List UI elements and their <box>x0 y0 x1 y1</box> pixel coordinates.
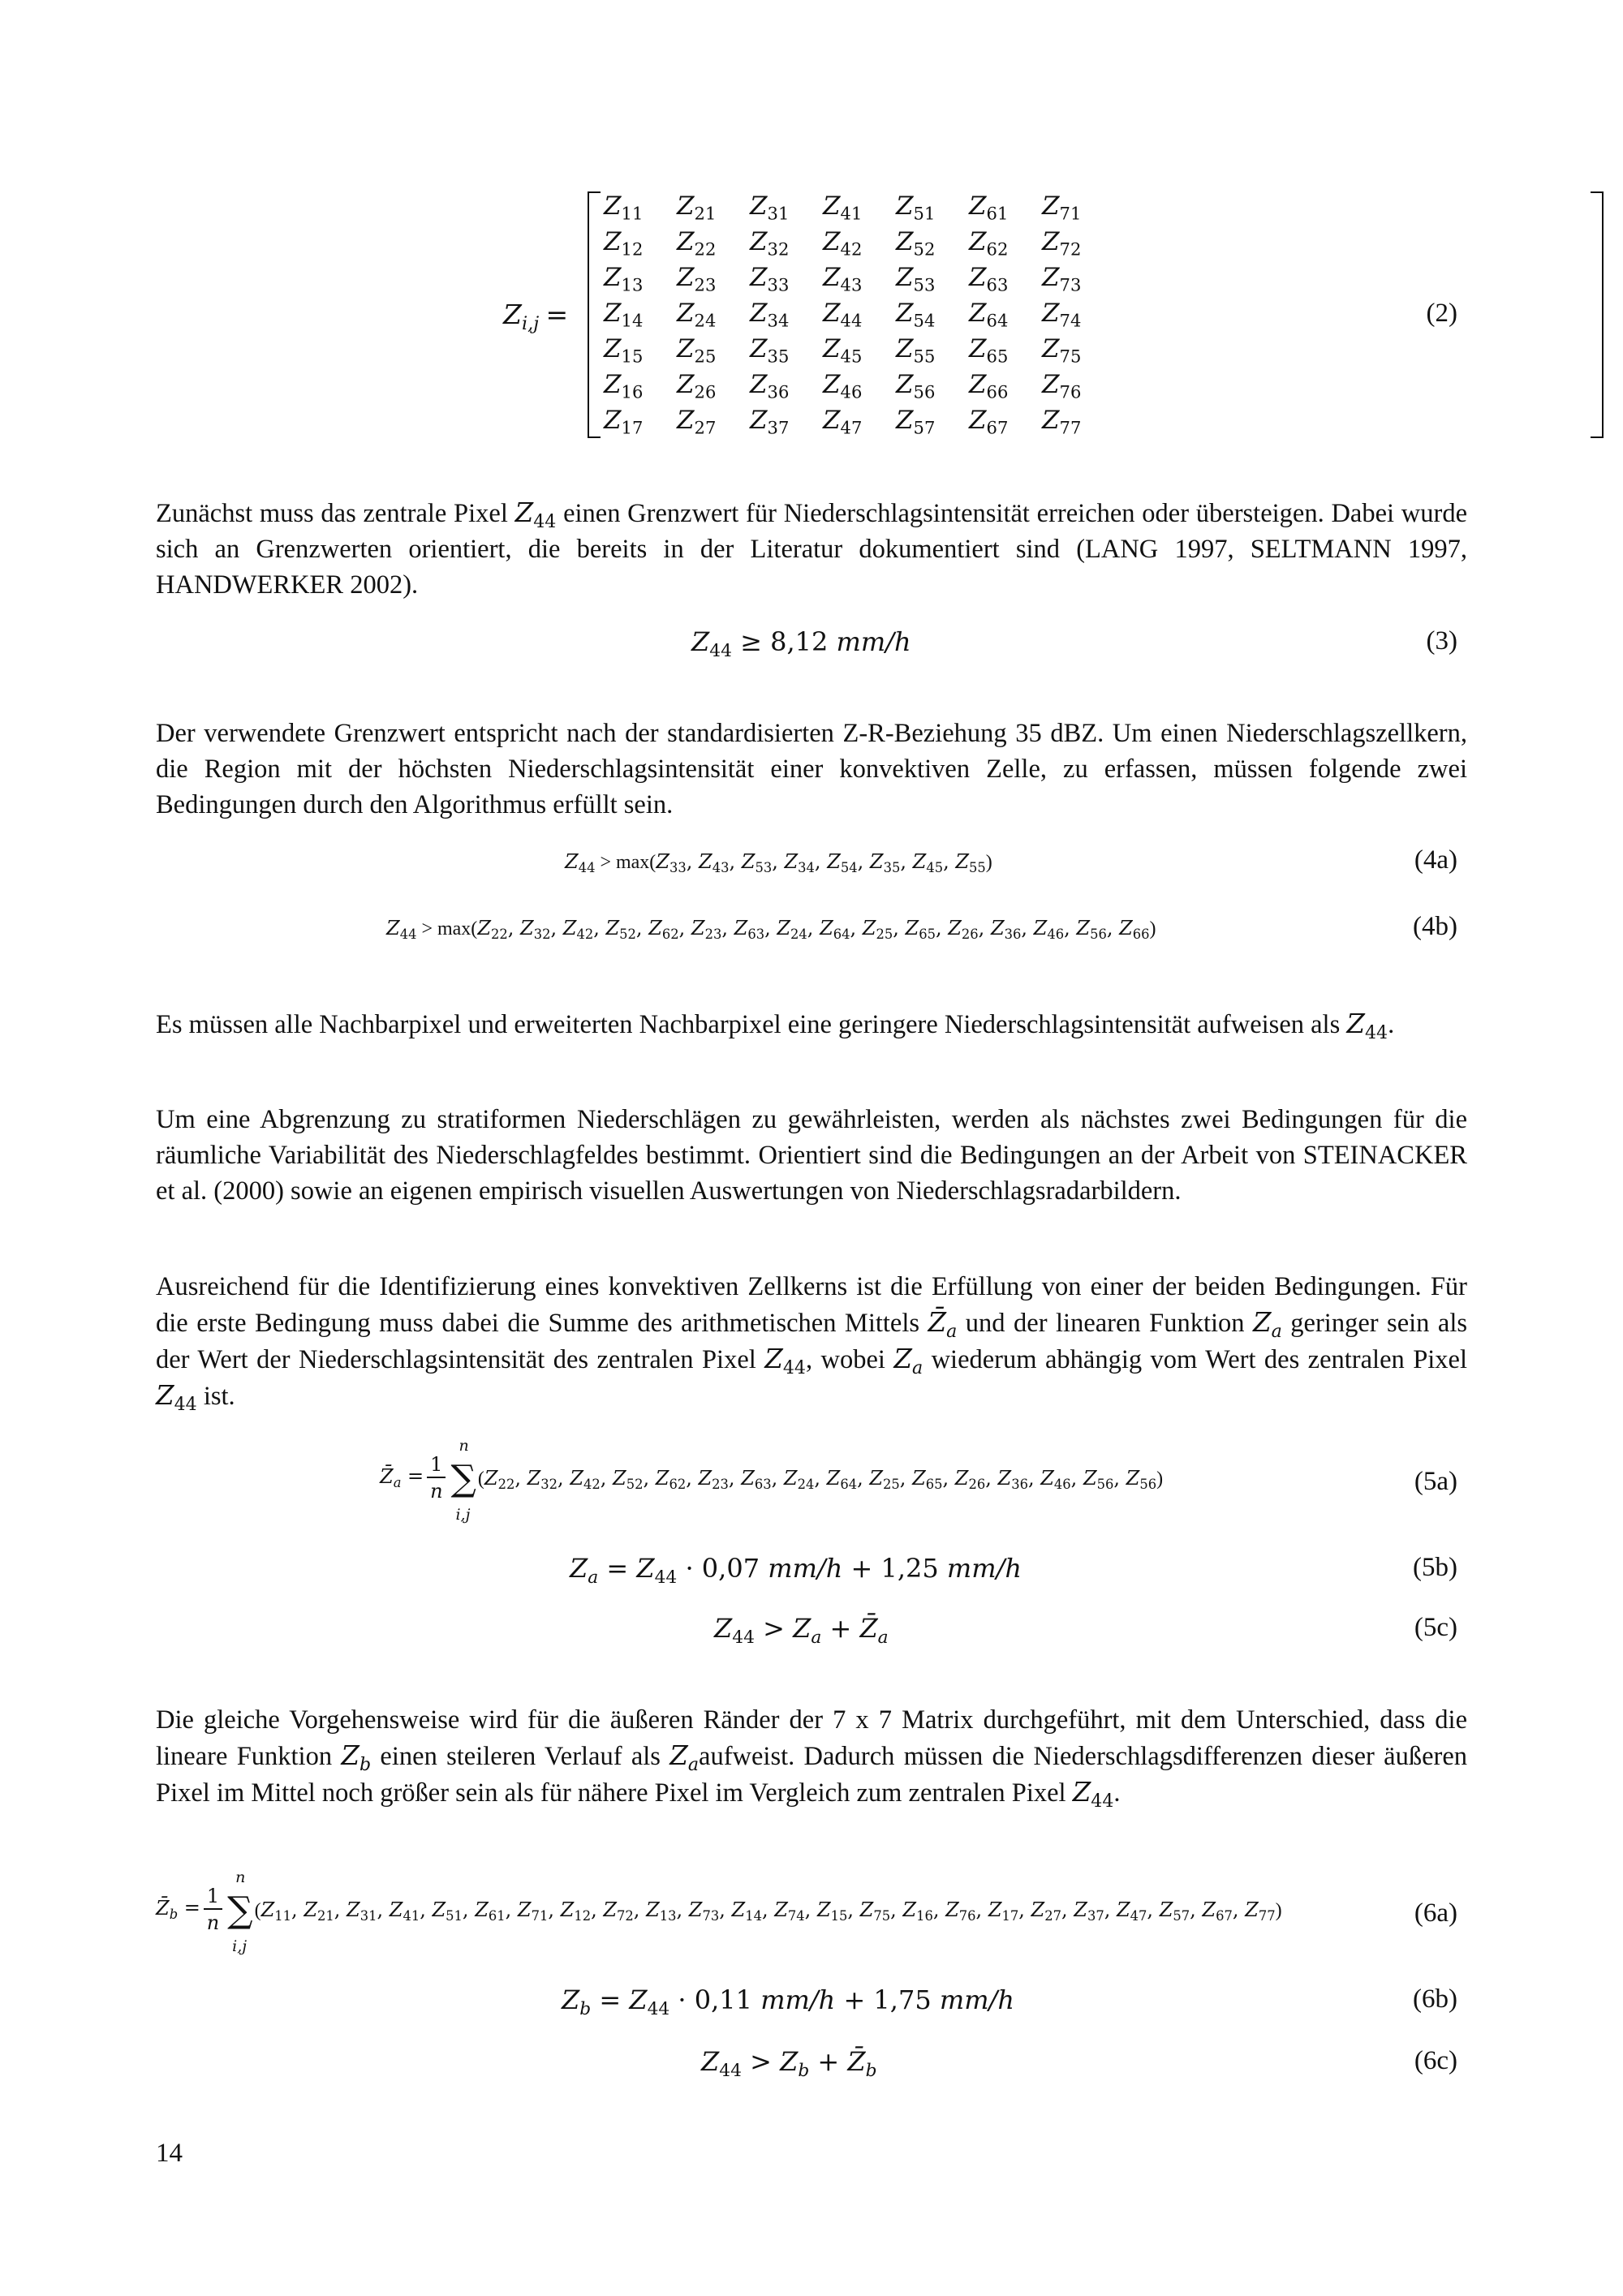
matrix-cell: $Z_{23}$ <box>677 263 717 295</box>
equation-3: $Z_{44} \ge 8,12$ mm/h (3) <box>691 626 1457 661</box>
z-term: $Z_{31}$ <box>347 1898 377 1924</box>
matrix-cell: $Z_{12}$ <box>604 227 644 260</box>
z-term: $Z_{37}$ <box>1074 1898 1104 1924</box>
z-term: $Z_{23}$ <box>691 917 722 943</box>
comma: , <box>686 850 700 873</box>
matrix-cell: $Z_{25}$ <box>677 334 717 367</box>
comma: , <box>764 917 777 939</box>
z-term: $Z_{64}$ <box>820 917 850 943</box>
z-term: $Z_{67}$ <box>1202 1898 1233 1924</box>
z-term: $Z_{53}$ <box>741 850 773 876</box>
matrix-cell: $Z_{64}$ <box>969 299 1009 331</box>
matrix-cell: $Z_{62}$ <box>969 227 1009 260</box>
operator: > max( <box>595 852 657 873</box>
z-term: $Z_{33}$ <box>656 850 687 876</box>
comma: , <box>635 917 649 939</box>
z-term: $Z_{34}$ <box>784 850 815 876</box>
matrix-cell: $Z_{56}$ <box>896 370 936 402</box>
z-term: $Z_{35}$ <box>869 850 901 876</box>
sum-sign: ∑ n i,j <box>450 1436 476 1524</box>
mean-lhs: $Z̄_b$ <box>156 1896 179 1922</box>
matrix-right-bracket <box>1591 191 1604 438</box>
z-term: $Z_{45}$ <box>912 850 944 876</box>
z-term: $Z_{44}$ <box>386 917 417 943</box>
comma: , <box>850 917 863 939</box>
comma: , <box>1106 917 1120 939</box>
z-term: $Z_{15}$ <box>816 1898 848 1924</box>
z-term: $Z_{47}$ <box>1116 1898 1147 1924</box>
matrix-cell: $Z_{22}$ <box>677 227 717 260</box>
comma: , <box>772 850 785 873</box>
matrix-cell: $Z_{55}$ <box>896 334 936 367</box>
z-term: $Z_{21}$ <box>304 1898 334 1924</box>
z-term: $Z_{42}$ <box>562 917 594 943</box>
paragraph-5: Ausreichend für die Identifizierung eines konvektiven Zellkerns ist die Erfüllung von einer der beiden Bedingungen. Für die erste Bedingung muss dabei die Summe des arithmetischen Mittels $Z̄_a$ und der linearen Funktion $Z_a$ geringer sein als der Wert der Niederschlagsintensität des zentralen Pixel $Z_{44}$, wobei $Z_a$ wiederum abhängig vom Wert des zentralen Pixel $Z_{44}$ ist. <box>156 1272 1468 1416</box>
page-number: 14 <box>156 2139 183 2168</box>
z-term: $Z_{43}$ <box>699 850 730 876</box>
z-term: $Z_{51}$ <box>432 1898 463 1924</box>
comma: , <box>1021 917 1034 939</box>
paren: ) <box>1149 918 1156 939</box>
matrix-cell: $Z_{26}$ <box>677 370 717 402</box>
matrix-cell: $Z_{15}$ <box>604 334 644 367</box>
matrix-cell: $Z_{14}$ <box>604 299 644 331</box>
z-term: $Z_{17}$ <box>988 1898 1019 1924</box>
z-term: $Z_{23}$ <box>698 1466 729 1492</box>
z-term: $Z_{66}$ <box>1119 917 1150 943</box>
equals: = <box>401 1464 424 1488</box>
equation-5c: $Z_{44} > Z_a$ + $Z̄_a$ (5c) <box>714 1613 1457 1648</box>
z-term: $Z_{74}$ <box>774 1898 805 1924</box>
z-term: $Z_{46}$ <box>1033 917 1065 943</box>
z-term: $Z_{52}$ <box>613 1466 644 1492</box>
matrix-cell: $Z_{74}$ <box>1042 299 1082 331</box>
matrix-cell: $Z_{77}$ <box>1042 406 1082 438</box>
comma: , <box>900 850 913 873</box>
z-term: $Z_{24}$ <box>783 1466 815 1492</box>
z-term: $Z_{62}$ <box>648 917 679 943</box>
matrix-cell: $Z_{44}$ <box>823 299 863 331</box>
equation-5b: $Z_a = Z_{44} \cdot 0,07$ mm/h + 1,25 mm/h (5b) <box>570 1553 1457 1588</box>
equation-6b: $Z_b = Z_{44} \cdot 0,11$ mm/h + 1,75 mm/h (6b) <box>562 1984 1457 2019</box>
z-term: $Z_{14}$ <box>731 1898 762 1924</box>
z-term: $Z_{54}$ <box>827 850 858 876</box>
matrix-cell: $Z_{46}$ <box>823 370 863 402</box>
matrix-cell: $Z_{27}$ <box>677 406 717 438</box>
matrix-cell: $Z_{36}$ <box>750 370 790 402</box>
z-term: $Z_{65}$ <box>912 1466 943 1492</box>
equation-number: (6b) <box>1413 1984 1457 2014</box>
matrix-cell: $Z_{24}$ <box>677 299 717 331</box>
comma: , <box>857 850 870 873</box>
matrix-cell: $Z_{67}$ <box>969 406 1009 438</box>
z-term: $Z_{61}$ <box>475 1898 506 1924</box>
z-term: $Z_{56}$ <box>1083 1466 1114 1492</box>
equation-4a <box>156 845 1467 894</box>
equation-number: (2) <box>1426 299 1457 328</box>
comma: , <box>1064 917 1077 939</box>
z-term: $Z_{25}$ <box>869 1466 900 1492</box>
z-term: $Z_{32}$ <box>527 1466 558 1492</box>
equation-6c: $Z_{44} > Z_b$ + $Z̄_b$ (6c) <box>701 2046 1457 2081</box>
z-term: $Z_{22}$ <box>477 917 508 943</box>
z-term: $Z_{56}$ <box>1076 917 1107 943</box>
equation-4b <box>156 912 1467 961</box>
equation-number: (4b) <box>1413 912 1457 941</box>
z-term: $Z_{24}$ <box>777 917 807 943</box>
z-term: $Z_{57}$ <box>1159 1898 1190 1924</box>
paragraph-4: Um eine Abgrenzung zu stratiformen Niederschlägen zu gewährleisten, werden als nächstes zwei Bedingungen für die räumliche Variabilität des Niederschlagfeldes bestimmt. Orientiert sind die Bedingungen an der Arbeit von STEINACKER et al. (2000) sowie an eigenen empirisch visuellen Auswertungen von Niederschlagsradarbildern. <box>156 1105 1467 1206</box>
z-term: $Z_{11}$ <box>260 1898 292 1924</box>
equation-number: (3) <box>1426 626 1457 656</box>
sum-args: ($Z_{11}$, $Z_{21}$, $Z_{31}$, $Z_{41}$, $Z_{51}$, $Z_{61}$, $Z_{71}$, $Z_{12}$, $Z_{72}$, $Z_{13}$, $Z_{73}$, $Z_{14}$, $Z_{74}$, $Z_{15}$, $Z_{75}$, $Z_{16}$, $Z_{76}$, $Z_{17}$, $Z_{27}$, $Z_{37}$, $Z_{47}$, $Z_{57}$, $Z_{67}$, $Z_{77}$) <box>254 1898 1282 1924</box>
z-term: $Z_{13}$ <box>646 1898 677 1924</box>
comma: , <box>935 917 949 939</box>
sum-sign: ∑ n i,j <box>227 1868 253 1955</box>
comma: , <box>550 917 563 939</box>
matrix-cell: $Z_{35}$ <box>750 334 790 367</box>
comma: , <box>807 917 820 939</box>
z-term: $Z_{32}$ <box>520 917 551 943</box>
comma: , <box>721 917 734 939</box>
fraction: $\frac{1}{n}$ <box>204 1884 222 1936</box>
matrix-cell: $Z_{52}$ <box>896 227 936 260</box>
z-term: $Z_{63}$ <box>734 917 765 943</box>
z-term: $Z_{12}$ <box>560 1898 592 1924</box>
matrix-cell: $Z_{42}$ <box>823 227 863 260</box>
matrix-lhs: $Z_{i,j}$ = <box>503 299 569 335</box>
z-term: $Z_{62}$ <box>655 1466 687 1492</box>
paragraph-6: Die gleiche Vorgehensweise wird für die äußeren Ränder der 7 x 7 Matrix durchgeführt, mit dem Unterschied, dass die lineare Funktion $Z_b$ einen steileren Verlauf als $Z_aaufweist$. Dadurch müssen die Niederschlagsdifferenzen dieser äußeren Pixel im Mittel noch größer sein als für nähere Pixel im Vergleich zum zentralen Pixel $Z_{44}$. <box>156 1705 1468 1812</box>
matrix-cell: $Z_{41}$ <box>823 191 863 224</box>
z-term: $Z_{72}$ <box>603 1898 634 1924</box>
z-term: $Z_{75}$ <box>859 1898 891 1924</box>
z-term: $Z_{65}$ <box>905 917 936 943</box>
comma: , <box>943 850 956 873</box>
matrix-cell: $Z_{45}$ <box>823 334 863 367</box>
z-term: $Z_{52}$ <box>605 917 636 943</box>
z-term: $Z_{42}$ <box>570 1466 601 1492</box>
equation-number: (6a) <box>1414 1898 1457 1928</box>
z-term: $Z_{73}$ <box>688 1898 720 1924</box>
z-term: $Z_{16}$ <box>902 1898 933 1924</box>
mean-lhs: $Z̄_a$ <box>380 1464 402 1490</box>
equation-2-label-row <box>156 299 1467 347</box>
z-term: $Z_{41}$ <box>389 1898 420 1924</box>
z-term: $Z_{25}$ <box>862 917 893 943</box>
comma: , <box>729 850 742 873</box>
equation-number: (6c) <box>1414 2046 1457 2075</box>
equation-number: (5c) <box>1414 1613 1457 1642</box>
matrix-cell: $Z_{16}$ <box>604 370 644 402</box>
comma: , <box>593 917 606 939</box>
z-term: $Z_{63}$ <box>741 1466 772 1492</box>
comma: , <box>893 917 906 939</box>
matrix-cell: $Z_{13}$ <box>604 263 644 295</box>
equation-number: (5b) <box>1413 1553 1457 1582</box>
matrix-cell: $Z_{63}$ <box>969 263 1009 295</box>
matrix-cell: $Z_{33}$ <box>750 263 790 295</box>
matrix-cell: $Z_{72}$ <box>1042 227 1082 260</box>
z-term: $Z_{26}$ <box>954 1466 986 1492</box>
equation-number: (4a) <box>1414 845 1457 875</box>
z-term: $Z_{22}$ <box>484 1466 515 1492</box>
comma: , <box>978 917 991 939</box>
paragraph-1: Zunächst muss das zentrale Pixel $Z_{44}$ einen Grenzwert für Niederschlagsintensität erreichen oder übersteigen. Dabei wurde sich an Grenzwerten orientiert, die bereits in der Literatur dokumentiert sind (LANG 1997, SELTMANN 1997, HANDWERKER 2002). <box>156 497 1467 600</box>
matrix-cell: $Z_{47}$ <box>823 406 863 438</box>
matrix-cell: $Z_{61}$ <box>969 191 1009 224</box>
matrix-cell: $Z_{66}$ <box>969 370 1009 402</box>
matrix-cell: $Z_{76}$ <box>1042 370 1082 402</box>
z-term: $Z_{27}$ <box>1031 1898 1061 1924</box>
comma: , <box>678 917 691 939</box>
matrix-cell: $Z_{51}$ <box>896 191 936 224</box>
matrix-cell: $Z_{37}$ <box>750 406 790 438</box>
matrix-cell: $Z_{75}$ <box>1042 334 1082 367</box>
z-term: $Z_{76}$ <box>945 1898 976 1924</box>
matrix-cell: $Z_{32}$ <box>750 227 790 260</box>
operator: > max( <box>416 918 478 939</box>
comma: , <box>814 850 828 873</box>
equation-6a <box>156 1868 1467 1957</box>
z-term: $Z_{64}$ <box>826 1466 858 1492</box>
z-term: $Z_{44}$ <box>565 850 596 876</box>
z-term: $Z_{36}$ <box>990 917 1022 943</box>
z-term: $Z_{26}$ <box>948 917 979 943</box>
matrix-cell: $Z_{71}$ <box>1042 191 1082 224</box>
matrix-cell: $Z_{53}$ <box>896 263 936 295</box>
matrix-cell: $Z_{17}$ <box>604 406 644 438</box>
z-term: $Z_{55}$ <box>955 850 986 876</box>
z-term: $Z_{71}$ <box>517 1898 549 1924</box>
matrix-cell: $Z_{65}$ <box>969 334 1009 367</box>
matrix-cell: $Z_{54}$ <box>896 299 936 331</box>
equation-5a <box>156 1436 1467 1525</box>
matrix-cell: $Z_{73}$ <box>1042 263 1082 295</box>
comma: , <box>507 917 521 939</box>
matrix-cell: $Z_{34}$ <box>750 299 790 331</box>
paren: ) <box>985 852 992 873</box>
z-term: $Z_{56}$ <box>1126 1466 1157 1492</box>
equation-number: (5a) <box>1414 1467 1457 1496</box>
z-term: $Z_{46}$ <box>1040 1466 1071 1492</box>
matrix-cell: $Z_{57}$ <box>896 406 936 438</box>
sum-args: ($Z_{22}$, $Z_{32}$, $Z_{42}$, $Z_{52}$, $Z_{62}$, $Z_{23}$, $Z_{63}$, $Z_{24}$, $Z_{64}$, $Z_{25}$, $Z_{65}$, $Z_{26}$, $Z_{36}$, $Z_{46}$, $Z_{56}$, $Z_{56}$) <box>477 1466 1164 1492</box>
matrix-cell: $Z_{43}$ <box>823 263 863 295</box>
paragraph-3: Es müssen alle Nachbarpixel und erweiterten Nachbarpixel eine geringere Niederschlagsintensität aufweisen als $Z_{44}$. <box>156 1008 1395 1044</box>
z-term: $Z_{77}$ <box>1245 1898 1276 1924</box>
z-term: $Z_{36}$ <box>997 1466 1028 1492</box>
matrix-cell: $Z_{21}$ <box>677 191 717 224</box>
equals: = <box>178 1896 200 1920</box>
matrix-cell: $Z_{11}$ <box>604 191 644 224</box>
paragraph-2: Der verwendete Grenzwert entspricht nach der standardisierten Z-R-Beziehung 35 dBZ. Um einen Niederschlagszellkern, die Region mit der höchsten Niederschlagsintensität einer konvektiven Zelle, zu erfassen, müssen folgende zwei Bedingungen durch den Algorithmus erfüllt sein. <box>156 719 1467 819</box>
fraction: $\frac{1}{n}$ <box>427 1452 446 1504</box>
matrix-cell: $Z_{31}$ <box>750 191 790 224</box>
